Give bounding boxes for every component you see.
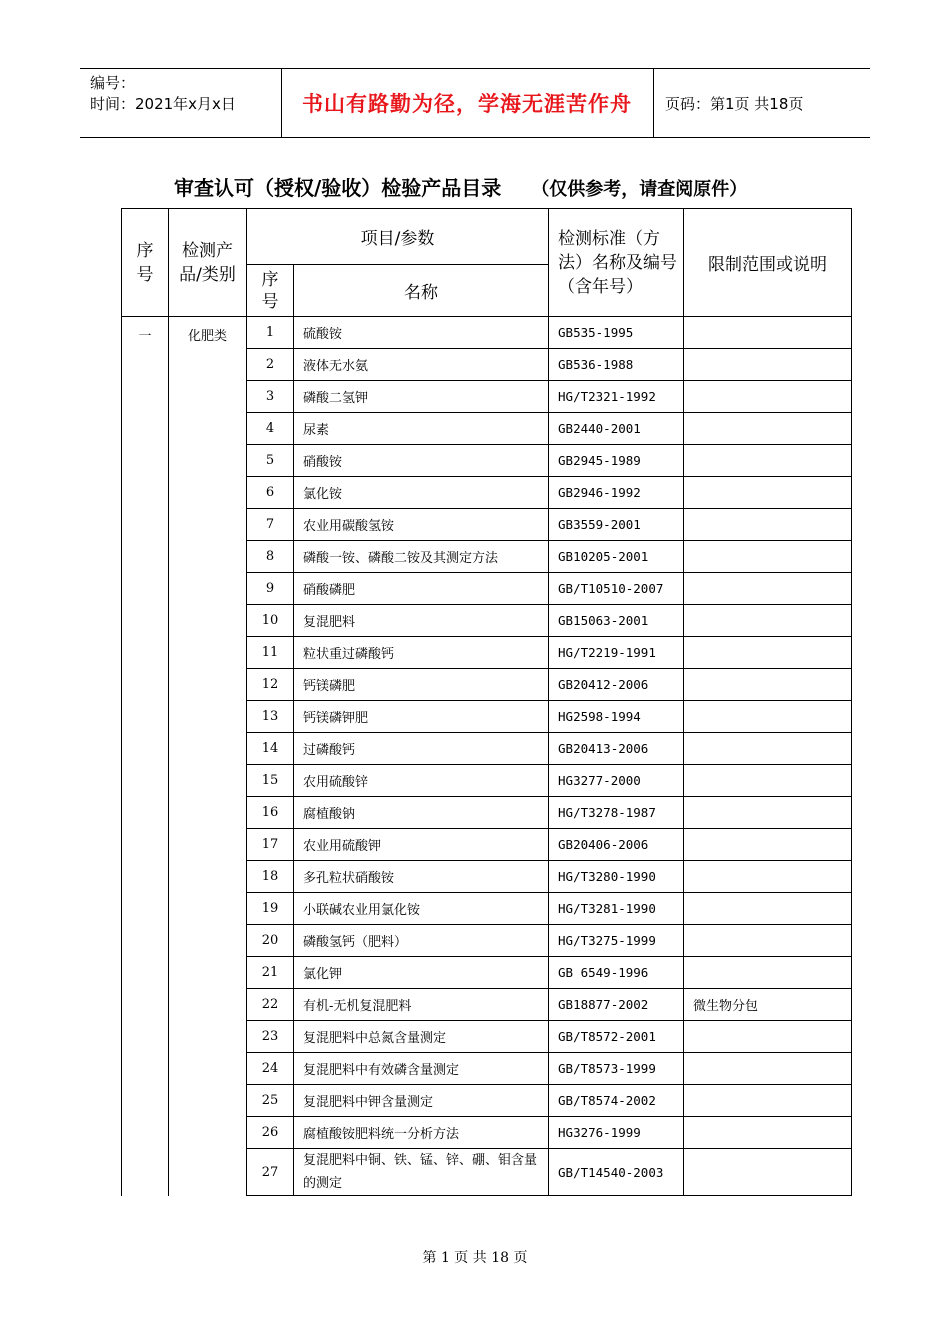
row-seq: 13 — [247, 701, 294, 733]
row-standard: GB2946-1992 — [549, 477, 684, 509]
row-name: 农用硫酸锌 — [294, 765, 549, 797]
row-seq: 19 — [247, 893, 294, 925]
row-name: 多孔粒状硝酸铵 — [294, 861, 549, 893]
row-note — [684, 413, 852, 445]
row-note — [684, 733, 852, 765]
row-standard: GB10205-2001 — [549, 541, 684, 573]
row-standard: HG/T3278-1987 — [549, 797, 684, 829]
row-standard: GB/T8574-2002 — [549, 1085, 684, 1117]
row-seq: 21 — [247, 957, 294, 989]
row-standard: GB/T8573-1999 — [549, 1053, 684, 1085]
row-seq: 2 — [247, 349, 294, 381]
row-seq: 22 — [247, 989, 294, 1021]
row-name: 硝酸磷肥 — [294, 573, 549, 605]
row-seq: 26 — [247, 1117, 294, 1149]
row-standard: HG3277-2000 — [549, 765, 684, 797]
row-seq: 10 — [247, 605, 294, 637]
row-name: 磷酸一铵、磷酸二铵及其测定方法 — [294, 541, 549, 573]
row-standard: GB535-1995 — [549, 317, 684, 349]
row-name: 过磷酸钙 — [294, 733, 549, 765]
row-name: 硝酸铵 — [294, 445, 549, 477]
page-title — [174, 172, 747, 201]
row-seq: 6 — [247, 477, 294, 509]
row-name: 复混肥料中铜、铁、锰、锌、硼、钼含量的测定 — [294, 1149, 549, 1196]
document-header — [80, 68, 870, 138]
row-note — [684, 1117, 852, 1149]
row-seq: 24 — [247, 1053, 294, 1085]
header-item-param: 项目/参数 — [247, 209, 549, 265]
row-seq: 23 — [247, 1021, 294, 1053]
row-name: 农业用碳酸氢铵 — [294, 509, 549, 541]
header-sub-name: 名称 — [294, 265, 549, 317]
row-name: 复混肥料中总氮含量测定 — [294, 1021, 549, 1053]
row-seq: 7 — [247, 509, 294, 541]
title-main: 审查认可（授权/验收）检验产品目录 — [174, 176, 502, 200]
row-seq: 11 — [247, 637, 294, 669]
row-seq: 3 — [247, 381, 294, 413]
header-standard: 检测标准（方法）名称及编号（含年号） — [549, 209, 684, 317]
row-standard: GB/T8572-2001 — [549, 1021, 684, 1053]
row-standard: HG/T2321-1992 — [549, 381, 684, 413]
row-name: 腐植酸钠 — [294, 797, 549, 829]
row-name: 复混肥料中有效磷含量测定 — [294, 1053, 549, 1085]
row-seq: 12 — [247, 669, 294, 701]
row-name: 磷酸二氢钾 — [294, 381, 549, 413]
header-motto: 书山有路勤为径，学海无涯苦作舟 — [302, 92, 632, 116]
table-row — [122, 317, 852, 349]
row-seq: 16 — [247, 797, 294, 829]
row-name: 小联碱农业用氯化铵 — [294, 893, 549, 925]
row-name: 氯化钾 — [294, 957, 549, 989]
row-standard: GB18877-2002 — [549, 989, 684, 1021]
header-category: 检测产品/类别 — [169, 209, 247, 317]
row-name: 有机-无机复混肥料 — [294, 989, 549, 1021]
row-note — [684, 637, 852, 669]
row-name: 腐植酸铵肥料统一分析方法 — [294, 1117, 549, 1149]
row-note — [684, 957, 852, 989]
row-seq: 5 — [247, 445, 294, 477]
row-name: 粒状重过磷酸钙 — [294, 637, 549, 669]
row-name: 农业用硫酸钾 — [294, 829, 549, 861]
row-note — [684, 1149, 852, 1196]
row-standard: HG/T2219-1991 — [549, 637, 684, 669]
row-note — [684, 1085, 852, 1117]
row-standard: GB2440-2001 — [549, 413, 684, 445]
row-seq: 4 — [247, 413, 294, 445]
header-divider — [653, 69, 654, 137]
row-standard: GB/T14540-2003 — [549, 1149, 684, 1196]
group-seq: 一 — [122, 317, 169, 1196]
row-seq: 25 — [247, 1085, 294, 1117]
row-note — [684, 349, 852, 381]
row-note — [684, 701, 852, 733]
page-footer: 第 1 页 共 18 页 — [422, 1250, 528, 1266]
row-name: 钙镁磷肥 — [294, 669, 549, 701]
header-sub-seq: 序号 — [247, 265, 294, 317]
row-seq: 14 — [247, 733, 294, 765]
row-standard: GB/T10510-2007 — [549, 573, 684, 605]
row-standard: HG/T3281-1990 — [549, 893, 684, 925]
row-note — [684, 925, 852, 957]
row-standard: GB20413-2006 — [549, 733, 684, 765]
row-note — [684, 1021, 852, 1053]
header-page-info: 页码：第1页 共18页 — [665, 94, 804, 113]
document-date-label: 时间：2021年x月x日 — [90, 95, 236, 113]
group-category: 化肥类 — [169, 317, 247, 1196]
row-name: 钙镁磷钾肥 — [294, 701, 549, 733]
header-seq: 序号 — [122, 209, 169, 317]
row-seq: 15 — [247, 765, 294, 797]
row-name: 磷酸氢钙（肥料） — [294, 925, 549, 957]
row-note: 微生物分包 — [684, 989, 852, 1021]
row-standard: GB 6549-1996 — [549, 957, 684, 989]
row-note — [684, 509, 852, 541]
row-note — [684, 605, 852, 637]
row-note — [684, 829, 852, 861]
row-name: 氯化铵 — [294, 477, 549, 509]
row-standard: HG/T3280-1990 — [549, 861, 684, 893]
row-note — [684, 861, 852, 893]
row-standard: GB536-1988 — [549, 349, 684, 381]
row-note — [684, 445, 852, 477]
title-note: （仅供参考，请查阅原件） — [531, 179, 748, 200]
row-note — [684, 317, 852, 349]
row-note — [684, 477, 852, 509]
row-seq: 27 — [247, 1149, 294, 1196]
row-name: 复混肥料 — [294, 605, 549, 637]
row-standard: HG3276-1999 — [549, 1117, 684, 1149]
product-catalog-table — [121, 208, 852, 1196]
table-body — [122, 317, 852, 1196]
row-note — [684, 669, 852, 701]
row-standard: HG2598-1994 — [549, 701, 684, 733]
header-limit: 限制范围或说明 — [684, 209, 852, 317]
row-name: 复混肥料中钾含量测定 — [294, 1085, 549, 1117]
row-name: 尿素 — [294, 413, 549, 445]
row-note — [684, 541, 852, 573]
row-note — [684, 381, 852, 413]
row-name: 硫酸铵 — [294, 317, 549, 349]
row-standard: GB20412-2006 — [549, 669, 684, 701]
row-seq: 1 — [247, 317, 294, 349]
row-seq: 9 — [247, 573, 294, 605]
row-standard: HG/T3275-1999 — [549, 925, 684, 957]
row-standard: GB15063-2001 — [549, 605, 684, 637]
row-standard: GB20406-2006 — [549, 829, 684, 861]
row-standard: GB2945-1989 — [549, 445, 684, 477]
row-note — [684, 1053, 852, 1085]
row-note — [684, 893, 852, 925]
row-seq: 18 — [247, 861, 294, 893]
row-note — [684, 765, 852, 797]
row-note — [684, 573, 852, 605]
row-note — [684, 797, 852, 829]
row-seq: 20 — [247, 925, 294, 957]
document-number-label: 编号： — [90, 74, 136, 92]
row-name: 液体无水氨 — [294, 349, 549, 381]
row-seq: 8 — [247, 541, 294, 573]
row-seq: 17 — [247, 829, 294, 861]
header-left-block — [90, 73, 236, 115]
row-standard: GB3559-2001 — [549, 509, 684, 541]
